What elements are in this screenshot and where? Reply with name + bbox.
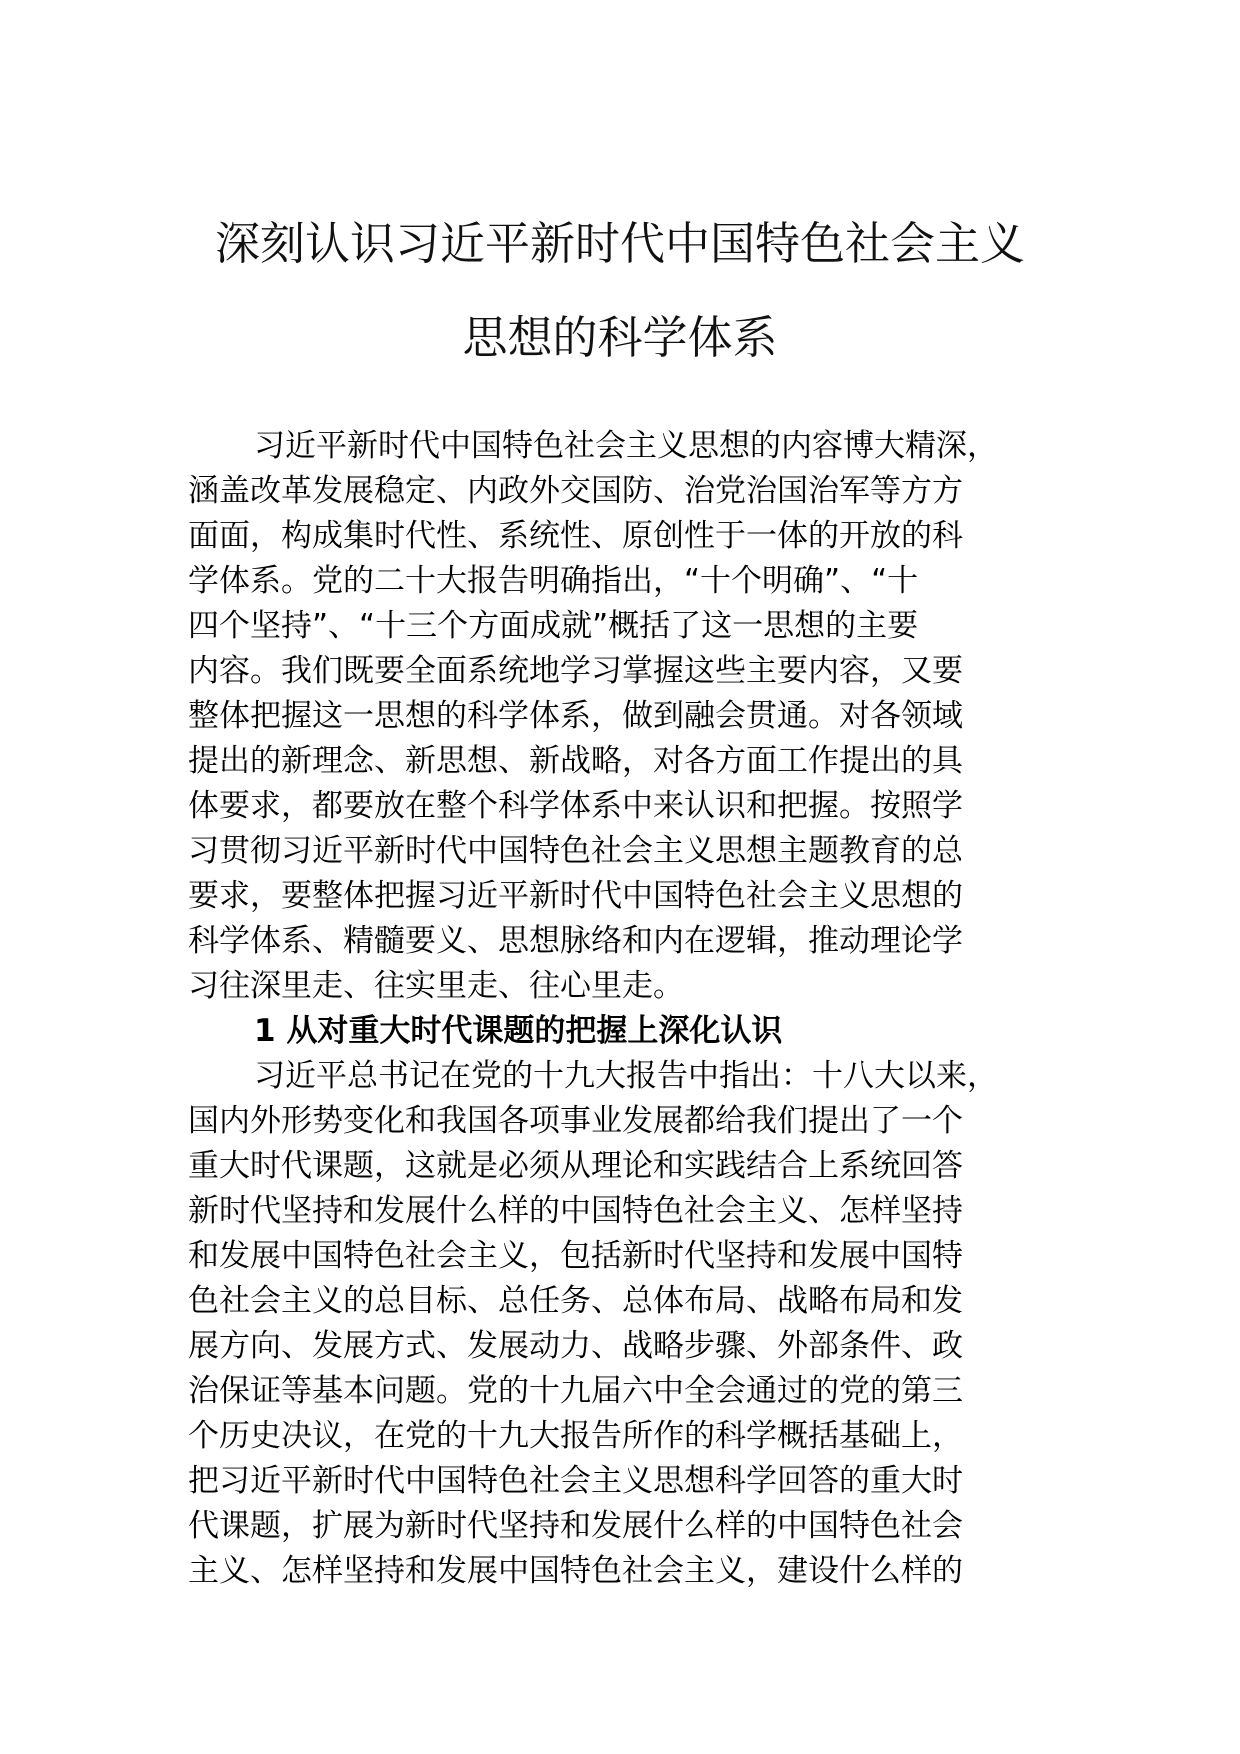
document-title-line-2: 思想的科学体系 xyxy=(462,311,778,364)
paragraph-line: 习往深里走、往实里走、往心里走。 xyxy=(188,968,684,1004)
paragraph-line: 治保证等基本问题。党的十九届六中全会通过的党的第三 xyxy=(188,1373,963,1409)
paragraph-line: 习近平新时代中国特色社会主义思想的内容博大精深， xyxy=(254,428,998,464)
paragraph-line: 个历史决议，在党的十九大报告所作的科学概括基础上， xyxy=(188,1418,963,1454)
paragraph-1 xyxy=(188,424,1088,1009)
paragraph-line: 展方向、发展方式、发展动力、战略步骤、外部条件、政 xyxy=(188,1328,963,1364)
paragraph-line: 和发展中国特色社会主义，包括新时代坚持和发展中国特 xyxy=(188,1238,963,1274)
paragraph-line: 色社会主义的总目标、总任务、总体布局、战略布局和发 xyxy=(188,1283,963,1319)
section-heading: 1 从对重大时代课题的把握上深化认识 xyxy=(254,1013,783,1049)
paragraph-line: 学体系。党的二十大报告明确指出，“十个明确”、“十 xyxy=(188,563,919,599)
paragraph-line: 把习近平新时代中国特色社会主义思想科学回答的重大时 xyxy=(188,1463,963,1499)
paragraph-line: 习近平总书记在党的十九大报告中指出：十八大以来， xyxy=(254,1058,998,1094)
paragraph-line: 内容。我们既要全面系统地学习掌握这些主要内容，又要 xyxy=(188,653,963,689)
paragraph-line: 科学体系、精髓要义、思想脉络和内在逻辑，推动理论学 xyxy=(188,923,963,959)
paragraph-line: 体要求，都要放在整个科学体系中来认识和把握。按照学 xyxy=(188,788,963,824)
paragraph-2 xyxy=(188,1054,1088,1594)
paragraph-line: 新时代坚持和发展什么样的中国特色社会主义、怎样坚持 xyxy=(188,1193,963,1229)
paragraph-line: 要求，要整体把握习近平新时代中国特色社会主义思想的 xyxy=(188,878,963,914)
paragraph-line: 习贯彻习近平新时代中国特色社会主义思想主题教育的总 xyxy=(188,833,963,869)
paragraph-line: 涵盖改革发展稳定、内政外交国防、治党治国治军等方方 xyxy=(188,473,963,509)
paragraph-line: 主义、怎样坚持和发展中国特色社会主义，建设什么样的 xyxy=(188,1553,963,1589)
paragraph-line: 重大时代课题，这就是必须从理论和实践结合上系统回答 xyxy=(188,1148,963,1184)
paragraph-line: 整体把握这一思想的科学体系，做到融会贯通。对各领域 xyxy=(188,698,963,734)
paragraph-line: 代课题，扩展为新时代坚持和发展什么样的中国特色社会 xyxy=(188,1508,963,1544)
paragraph-line: 面面，构成集时代性、系统性、原创性于一体的开放的科 xyxy=(188,518,963,554)
document-body xyxy=(188,424,1088,1594)
document-title-line-1: 深刻认识习近平新时代中国特色社会主义 xyxy=(214,217,1025,270)
paragraph-line: 国内外形势变化和我国各项事业发展都给我们提出了一个 xyxy=(188,1103,963,1139)
paragraph-line: 提出的新理念、新思想、新战略，对各方面工作提出的具 xyxy=(188,743,963,779)
paragraph-line: 四个坚持”、“十三个方面成就”概括了这一思想的主要 xyxy=(188,608,919,644)
